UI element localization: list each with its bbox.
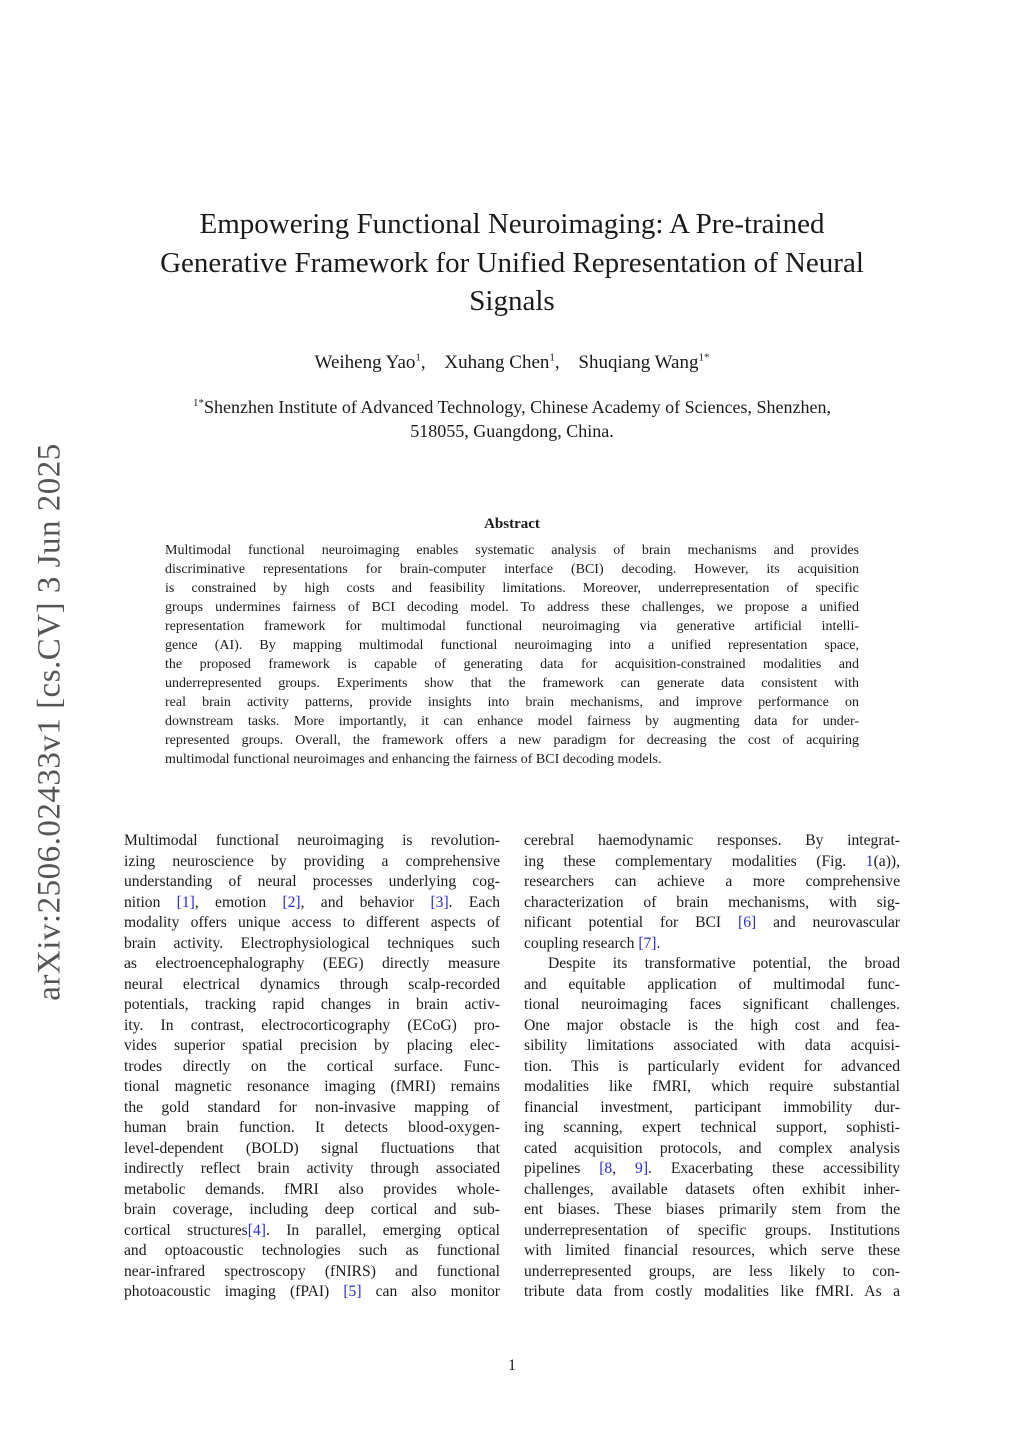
body-text-line: ent biases. These biases primarily stem from the xyxy=(524,1201,900,1218)
body-text-line xyxy=(524,913,900,934)
body-text-line xyxy=(124,1282,500,1303)
body-text-line: human brain function. It detects blood-oxygen- xyxy=(124,1119,500,1136)
affiliation-line xyxy=(140,391,884,419)
body-text-line: cerebral haemodynamic responses. By integrat- xyxy=(524,832,900,849)
body-text-line: the gold standard for non-invasive mapping of xyxy=(124,1098,500,1116)
abstract-line: gence (AI). By mapping multimodal functional neuroimaging into a unified representation space, xyxy=(165,638,859,653)
body-text-line: with limited financial resources, which serve these xyxy=(524,1242,900,1259)
body-text-line: and equitable application of multimodal func- xyxy=(524,975,900,993)
affiliation-line: 518055, Guangdong, China. xyxy=(410,421,614,441)
affiliation-mark: 1* xyxy=(192,397,204,409)
author-affiliation-mark: 1 xyxy=(415,352,421,364)
body-text: , emotion xyxy=(194,893,283,911)
author-affiliation-mark: 1* xyxy=(698,352,710,364)
abstract-line: the proposed framework is capable of generating data for acquisition-constrained modalities and xyxy=(165,657,859,672)
abstract-line: underrepresented groups. Experiments show that the framework can generate data consistent with xyxy=(165,676,859,691)
body-text: . Exacerbating these accessibility xyxy=(648,1160,901,1177)
body-text-line: metabolic demands. fMRI also provides whole- xyxy=(124,1180,500,1198)
body-text-line: Multimodal functional neuroimaging is revolution- xyxy=(124,832,500,849)
author-name: Shuqiang Wang xyxy=(578,352,699,374)
page-number: 1 xyxy=(508,1357,516,1374)
body-text-line: brain activity. Electrophysiological techniques such xyxy=(124,934,500,952)
body-text-line xyxy=(524,934,900,955)
body-text: pipelines xyxy=(524,1160,600,1177)
body-text-line: potentials, tracking rapid changes in brain activ- xyxy=(124,996,500,1013)
title-line: Generative Framework for Unified Representation of Neural xyxy=(160,246,864,279)
citation-link[interactable]: [4] xyxy=(247,1221,266,1239)
abstract-line: real brain activity patterns, provide insights into brain mechanisms, and improve performance on xyxy=(165,695,859,710)
body-text-line: challenges, available datasets often exhibit inher- xyxy=(524,1180,900,1198)
affiliation-text: Shenzhen Institute of Advanced Technology, Chinese Academy of Sciences, Shenzhen, xyxy=(203,397,832,417)
body-text-line: researchers can achieve a more comprehensive xyxy=(524,873,900,890)
body-text-line: sibility limitations associated with data acquisi- xyxy=(524,1037,900,1054)
abstract-line: discriminative representations for brain-computer interface (BCI) decoding. However, its acquisition xyxy=(165,562,859,577)
abstract-heading: Abstract xyxy=(484,516,540,532)
body-text-line: tional neuroimaging faces significant challenges. xyxy=(524,996,900,1013)
author: Xuhang Chen$^1$, xyxy=(444,352,560,374)
body-text-line: underrepresentation of specific groups. Institutions xyxy=(524,1221,900,1239)
body-text-line xyxy=(524,852,900,873)
body-text-line: One major obstacle is the high cost and fea- xyxy=(524,1016,900,1034)
body-text-line: indirectly reflect brain activity through associated xyxy=(124,1160,500,1177)
citation-link[interactable]: [8 xyxy=(599,1160,613,1177)
body-text-line: brain coverage, including deep cortical and sub- xyxy=(124,1201,500,1218)
author-name: Xuhang Chen xyxy=(444,352,550,374)
author-affiliation-mark: 1 xyxy=(549,352,555,364)
body-text-line: trodes directly on the cortical surface. Func- xyxy=(124,1057,500,1075)
body-text-line: and optoacoustic technologies such as functional xyxy=(124,1242,500,1259)
author-list xyxy=(130,352,894,374)
body-text: ing these complementary modalities (Fig. xyxy=(524,852,866,870)
abstract-line: groups undermines fairness of BCI decoding model. To address these challenges, we propose a unified xyxy=(165,600,859,615)
body-text: photoacoustic imaging (fPAI) xyxy=(124,1283,344,1300)
body-text: nificant potential for BCI xyxy=(524,914,739,931)
citation-link[interactable]: [6] xyxy=(738,914,757,931)
body-text-line: modality offers unique access to different aspects of xyxy=(124,914,500,931)
body-text-line: Despite its transformative potential, the broad xyxy=(548,955,900,972)
body-text-line: characterization of brain mechanisms, with sig- xyxy=(524,893,900,911)
body-text-line: underrepresented groups, are less likely to con- xyxy=(524,1262,900,1280)
body-text-line: financial investment, participant immobility dur- xyxy=(524,1098,900,1116)
body-text-line: cated acquisition protocols, and complex analysis xyxy=(524,1139,900,1157)
body-text-line xyxy=(124,1221,500,1242)
title-line: Signals xyxy=(469,285,555,317)
body-text: . Each xyxy=(448,893,500,911)
body-text-line xyxy=(524,1159,900,1180)
body-text-line: neural electrical dynamics through scalp-recorded xyxy=(124,975,500,993)
body-text: (a)), xyxy=(873,852,900,870)
body-text-line: tional magnetic resonance imaging (fMRI) remains xyxy=(124,1078,500,1095)
affiliation xyxy=(140,391,884,443)
author xyxy=(578,352,709,373)
body-text-line: ity. In contrast, electrocorticography (ECoG) pro- xyxy=(124,1016,500,1034)
body-text-line: vides superior spatial precision by placing elec- xyxy=(124,1037,500,1054)
body-text-line: understanding of neural processes underlying cog- xyxy=(124,873,500,890)
body-text: , and behavior xyxy=(300,893,431,911)
abstract-line: is constrained by high costs and feasibility limitations. Moreover, underrepresentation of specific xyxy=(165,581,859,596)
body-text-line: near-infrared spectroscopy (fNIRS) and functional xyxy=(124,1262,500,1280)
body-text-line: tribute data from costly modalities like fMRI. As a xyxy=(524,1283,900,1300)
paper-title xyxy=(130,205,894,321)
body-text-line: level-dependent (BOLD) signal fluctuations that xyxy=(124,1139,500,1157)
abstract-line: downstream tasks. More importantly, it can enhance model fairness by augmenting data for under- xyxy=(165,714,859,729)
abstract-line: Multimodal functional neuroimaging enables systematic analysis of brain mechanisms and provides xyxy=(165,543,859,558)
body-text: coupling research xyxy=(524,934,639,952)
citation-link[interactable]: 9] xyxy=(635,1160,649,1177)
citation-link[interactable]: [2] xyxy=(282,893,301,911)
body-text-line: izing neuroscience by providing a comprehensive xyxy=(124,852,500,870)
body-text-line: modalities like fMRI, which require substantial xyxy=(524,1078,900,1095)
citation-link[interactable]: [7] xyxy=(638,934,657,952)
body-text: nition xyxy=(124,893,177,911)
abstract-line: represented groups. Overall, the framework offers a new paradigm for decreasing the cost of acquiring xyxy=(165,733,859,748)
citation-link[interactable]: [1] xyxy=(176,893,195,911)
body-text: cortical structures xyxy=(124,1221,248,1239)
body-text: . xyxy=(656,934,661,952)
body-text: and neurovascular xyxy=(756,914,900,931)
body-text-line xyxy=(124,893,500,914)
author: Weiheng Yao$^1$, xyxy=(314,352,426,374)
citation-link[interactable]: [5] xyxy=(343,1283,362,1300)
abstract-line: multimodal functional neuroimages and enhancing the fairness of BCI decoding models. xyxy=(165,752,662,767)
body-text-line: as electroencephalography (EEG) directly measure xyxy=(124,955,500,972)
citation-link[interactable]: [3] xyxy=(430,893,449,911)
body-text: , xyxy=(612,1160,636,1177)
arxiv-identifier[interactable]: arXiv:2506.02433v1 [cs.CV] 3 Jun 2025 xyxy=(31,443,68,1001)
body-text-line: tion. This is particularly evident for advanced xyxy=(524,1057,900,1075)
author-name: Weiheng Yao xyxy=(314,352,416,374)
abstract-line: representation framework for multimodal functional neuroimaging via generative artificial intelli- xyxy=(165,619,859,634)
title-line: Empowering Functional Neuroimaging: A Pre-trained xyxy=(199,208,825,240)
citation-link[interactable]: 1 xyxy=(865,852,874,870)
body-text-line: ing scanning, expert technical support, sophisti- xyxy=(524,1119,900,1136)
body-text: can also monitor xyxy=(361,1283,500,1300)
body-text: . In parallel, emerging optical xyxy=(265,1221,500,1239)
